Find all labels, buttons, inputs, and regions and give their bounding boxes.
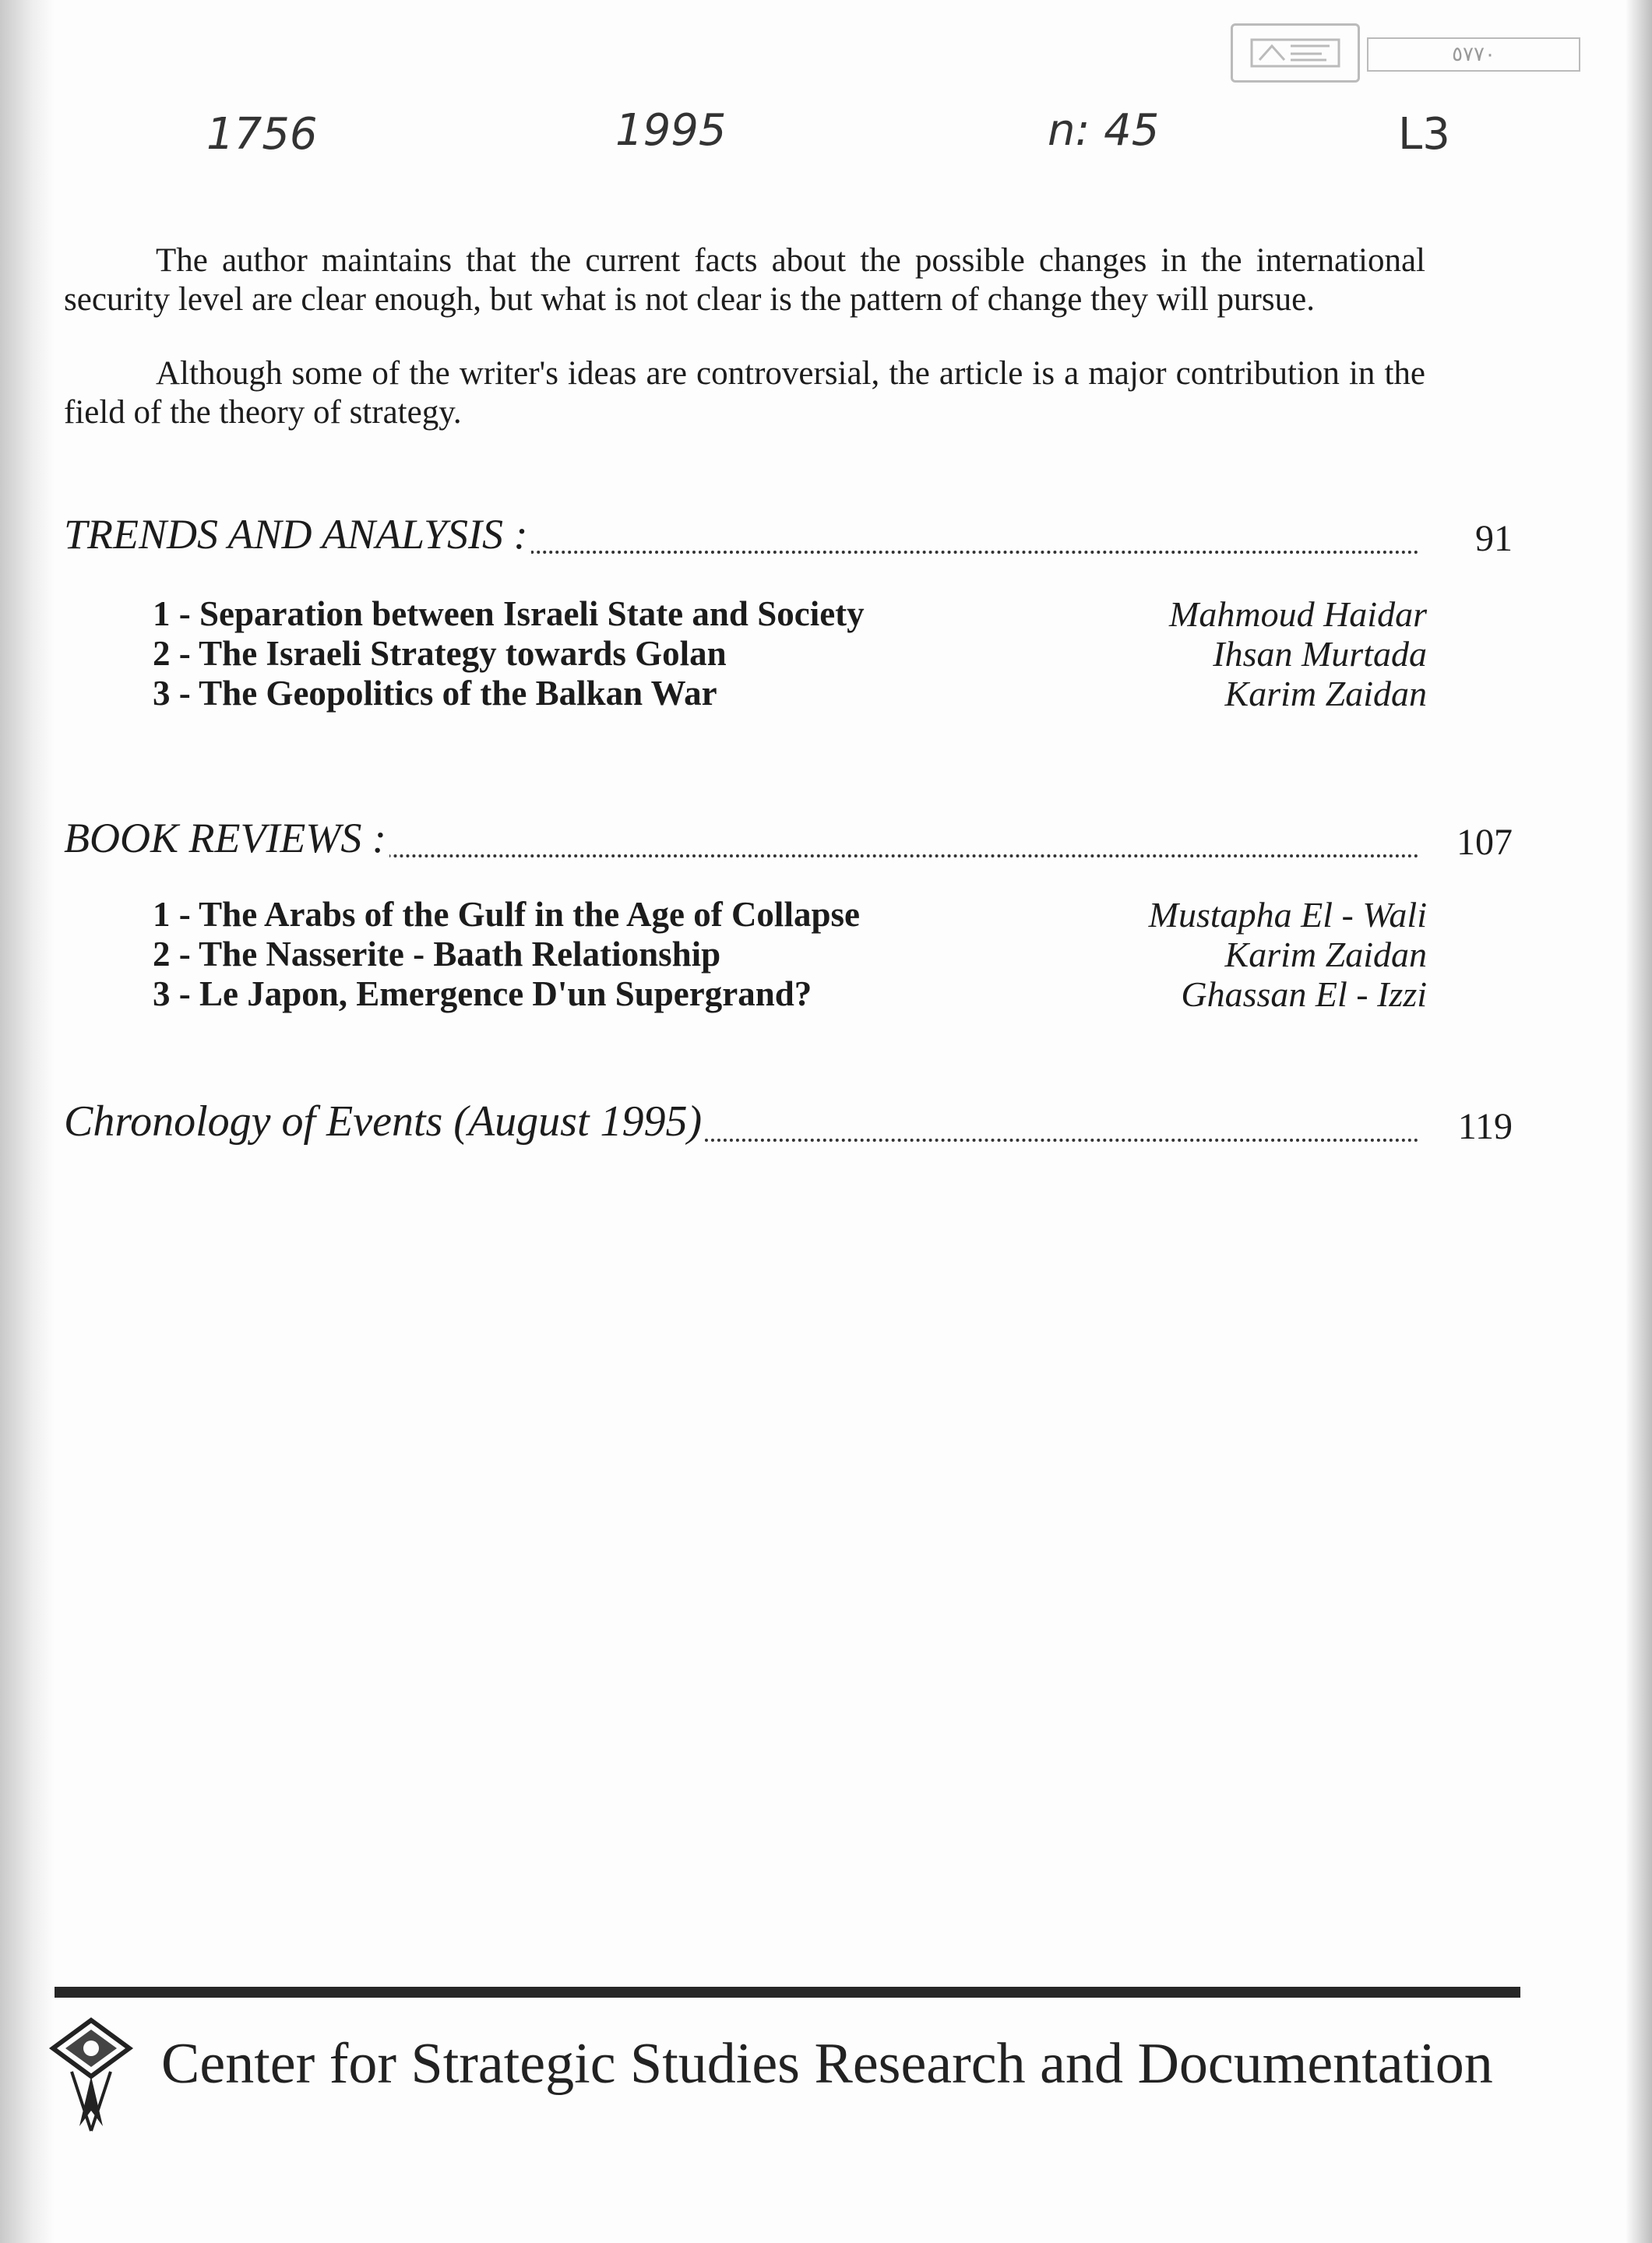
scan-shadow-right <box>1626 0 1652 2243</box>
stamp-code: ٥٧٧٠ <box>1367 37 1580 72</box>
handwritten-shelf: L3 <box>1398 109 1450 160</box>
footer-institution-name: Center for Strategic Studies Research and Documentation <box>161 2032 1493 2096</box>
toc-entry <box>153 633 1427 673</box>
handwritten-number: n: 45 <box>1048 105 1160 156</box>
stamp-emblem-icon <box>1249 35 1342 71</box>
entry-author: Mahmoud Haidar <box>1169 594 1427 634</box>
entry-title: 1 - Separation between Israeli State and Society <box>153 594 865 633</box>
footer-rule <box>55 1987 1520 1998</box>
section-trends-and-analysis <box>64 510 1513 565</box>
section-page-number: 107 <box>1457 822 1513 863</box>
book-review-entries <box>153 894 1427 1013</box>
handwritten-year: 1995 <box>615 105 727 156</box>
entry-author: Mustapha El - Wali <box>1148 895 1427 935</box>
toc-entry <box>153 894 1427 934</box>
section-title: TRENDS AND ANALYSIS : <box>64 510 531 558</box>
toc-entry <box>153 974 1427 1013</box>
toc-entry <box>153 593 1427 633</box>
section-chronology <box>64 1098 1513 1153</box>
entry-title: 2 - The Nasserite - Baath Relationship <box>153 935 721 974</box>
entry-title: 2 - The Israeli Strategy towards Golan <box>153 634 727 673</box>
intro-paragraph-2: Although some of the writer's ideas are controversial, the article is a major contribution in the field of the theory of strategy. <box>64 355 1425 431</box>
entry-title: 3 - Le Japon, Emergence D'un Supergrand? <box>153 974 812 1013</box>
section-book-reviews <box>64 814 1513 868</box>
entry-author: Ghassan El - Izzi <box>1181 974 1427 1014</box>
entry-title: 3 - The Geopolitics of the Balkan War <box>153 674 717 713</box>
section-title: Chronology of Events (August 1995) <box>64 1097 705 1146</box>
trends-entries <box>153 593 1427 713</box>
entry-author: Karim Zaidan <box>1224 935 1427 974</box>
scan-shadow-left <box>0 0 55 2243</box>
section-title: BOOK REVIEWS : <box>64 814 389 862</box>
entry-author: Karim Zaidan <box>1224 674 1427 713</box>
intro-paragraph-1: The author maintains that the current facts about the possible changes in the international security level are clear enough, but what is not clear is the pattern of change they will pursue. <box>64 242 1425 318</box>
entry-author: Ihsan Murtada <box>1213 634 1427 674</box>
toc-entry <box>153 673 1427 713</box>
handwritten-accession: 1756 <box>206 109 318 160</box>
entry-title: 1 - The Arabs of the Gulf in the Age of Collapse <box>153 895 860 934</box>
center-logo-icon <box>48 2017 134 2134</box>
section-page-number: 91 <box>1475 518 1513 559</box>
section-page-number: 119 <box>1457 1106 1513 1147</box>
library-stamp <box>1231 23 1360 83</box>
toc-entry <box>153 934 1427 974</box>
